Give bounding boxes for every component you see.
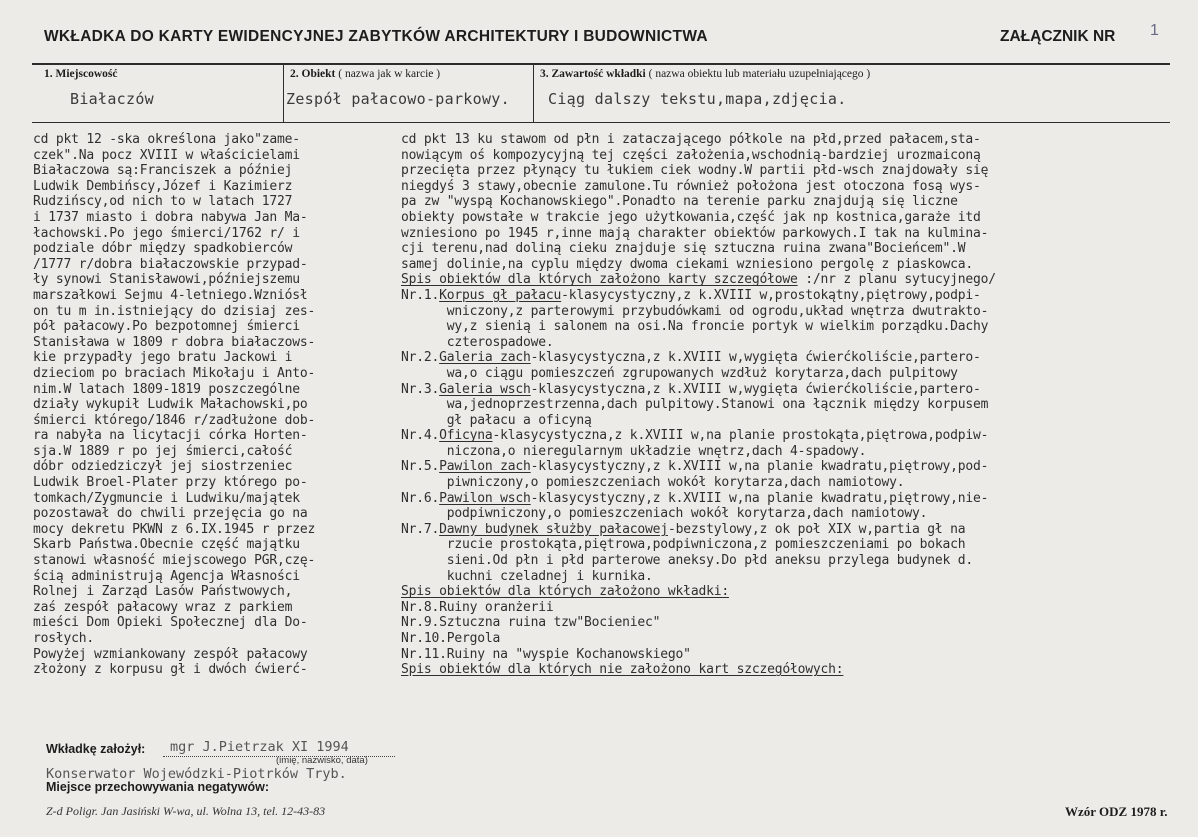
text-line: on tu m in.istniejący do dzisiaj zes- xyxy=(33,303,316,319)
text-line: obiekty powstałe w trakcie jego użytkowania,część jak np kostnica,garaże itd xyxy=(401,209,981,225)
text-line: Powyżej wzmiankowany zespół pałacowy xyxy=(33,646,308,662)
text-line xyxy=(401,584,996,600)
locality-value: Białaczów xyxy=(70,90,154,108)
text-line: łachowski.Po jego śmierci/1762 r/ i xyxy=(33,225,300,241)
text-line xyxy=(401,288,996,304)
text-line: Rudzińscy,od nich to w latach 1727 xyxy=(33,194,293,210)
text-line: samej dolinie,na cyplu między dwoma ciekami wzniesiono pergolę z piaskowca. xyxy=(401,256,973,272)
item-number: Nr.3. xyxy=(401,381,440,397)
object-value: Zespół pałacowo-parkowy. xyxy=(286,90,510,108)
text-line: przecięta przez płynący tu łukiem ciek wodny.W partii płd-wsch znajdowały się xyxy=(401,163,989,179)
text-line: ra nabyła na licytacji córka Horten- xyxy=(33,428,308,444)
underlined-heading: Spis obiektów dla których założono wkładki: xyxy=(401,584,729,600)
text-line xyxy=(401,522,996,538)
item-description: -klasycystyczny,z k.XVIII w,na planie kwadratu,piętrowy,nie- xyxy=(530,490,989,506)
history-text-column xyxy=(33,132,315,678)
text-line: Białaczowa są:Franciszek a później xyxy=(33,163,293,179)
text-line: nim.W latach 1809-1819 poszczególne xyxy=(33,381,300,397)
item-description: :/nr z planu sytucyjnego/ xyxy=(797,272,996,288)
locality-label: 1. Miejscowość xyxy=(44,68,118,80)
content-label: 3. Zawartość wkładki ( nazwa obiektu lub materiału uzupełniającego ) xyxy=(540,68,871,80)
item-number: Nr.7. xyxy=(401,521,440,537)
text-line: pa zw "wyspą Kochanowskiego".Ponadto na terenie parku znajdują się liczne xyxy=(401,194,958,210)
text-line: Nr.9.Sztuczna ruina tzw"Bocieniec" xyxy=(401,615,661,631)
text-line: zaś zespół pałacowy wraz z parkiem xyxy=(33,599,293,615)
text-line: wniczony,z parterowymi przybudówkami od ogrodu,układ wnętrza dwutrakto- xyxy=(401,303,989,319)
text-line: czterospadowe. xyxy=(401,334,554,350)
text-line: wa,o ciągu pomieszczeń zgrupowanych wzdłuż korytarza,dach pulpitowy xyxy=(401,365,958,381)
text-line: działy wykupił Ludwik Małachowski,po xyxy=(33,397,308,413)
text-line xyxy=(401,350,996,366)
text-line: tomkach/Zygmuncie i Ludwiku/majątek xyxy=(33,490,300,506)
fields-top-rule xyxy=(32,63,1170,65)
text-line: ścią administrują Agencja Własności xyxy=(33,568,300,584)
text-line: Nr.8.Ruiny oranżerii xyxy=(401,599,554,615)
text-line xyxy=(401,459,996,475)
item-number: Nr.2. xyxy=(401,350,440,366)
text-line: mieści Dom Opieki Społecznej dla Do- xyxy=(33,615,308,631)
text-line: sieni.Od płn i płd parterowe aneksy.Do płd aneksu przylega budynek d. xyxy=(401,553,973,569)
text-line: rosłych. xyxy=(33,631,95,646)
text-line: podziale dóbr między spadkobierców xyxy=(33,241,293,257)
content-value: Ciąg dalszy tekstu,mapa,zdjęcia. xyxy=(548,90,847,108)
underlined-heading: Korpus gł pałacu xyxy=(439,287,562,303)
text-line: piwniczony,o pomieszczeniach wokół korytarza,dach namiotowy. xyxy=(401,475,905,491)
item-description: -klasycystyczny,z k.XVIII w,na planie kwadratu,piętrowy,pod- xyxy=(530,459,989,475)
text-line: cji terenu,nad doliną cieku znajduje się sztuczna ruina zwana"Bocieńcem".W xyxy=(401,241,966,257)
text-line: śmierci którego/1846 r/zadłużone dob- xyxy=(33,412,316,428)
author-value: mgr J.Pietrzak XI 1994 xyxy=(170,739,349,755)
text-line: niczona,o nieregularnym układzie wnętrz,dach 4-spadowy. xyxy=(401,443,867,459)
fields-bottom-rule xyxy=(32,122,1170,123)
text-line xyxy=(401,382,996,398)
text-line: Skarb Państwa.Obecnie część majątku xyxy=(33,537,300,553)
text-line: pozostawał do chwili przejęcia go na xyxy=(33,506,308,522)
underlined-heading: Spis obiektów dla których nie założono kart szczegółowych: xyxy=(401,662,844,678)
text-line: kie przypadły jego bratu Jackowi i xyxy=(33,350,293,366)
underlined-heading: Galeria wsch xyxy=(439,381,531,397)
item-description: -klasycystyczny,z k.XVIII w,prostokątny,piętrowy,podpi- xyxy=(561,287,981,303)
text-line: gł pałacu a oficyną xyxy=(401,412,592,428)
underlined-heading: Galeria zach xyxy=(439,350,531,366)
form-title: WKŁADKA DO KARTY EWIDENCYJNEJ ZABYTKÓW ARCHITEKTURY I BUDOWNICTWA xyxy=(44,28,708,45)
item-description: -klasycystyczna,z k.XVIII w,na planie prostokąta,piętrowa,podpiw- xyxy=(492,428,989,444)
text-line: dóbr odziedziczył jej siostrzeniec xyxy=(33,459,293,475)
storage-value: Konserwator Wojewódzki-Piotrków Tryb. xyxy=(46,766,347,782)
item-description: -klasycystyczna,z k.XVIII w,wygięta ćwierćkoliście,partero- xyxy=(530,381,981,397)
text-line: niegdyś 3 stawy,obecnie zamulone.Tu również położona jest otoczona fosą wys- xyxy=(401,178,981,194)
text-line xyxy=(401,662,996,678)
attachment-label: ZAŁĄCZNIK NR xyxy=(1000,28,1116,45)
form-code: Wzór ODZ 1978 r. xyxy=(1065,804,1168,819)
text-line xyxy=(401,428,996,444)
text-line: złożony z korpusu gł i dwóch ćwierć- xyxy=(33,662,308,678)
text-line: i 1737 miasto i dobra nabywa Jan Ma- xyxy=(33,209,308,225)
printer-imprint: Z-d Poligr. Jan Jasiński W-wa, ul. Wolna 13, tel. 12-43-83 xyxy=(46,804,326,818)
description-text-column xyxy=(401,132,996,678)
item-number: Nr.1. xyxy=(401,287,440,303)
storage-label: Miejsce przechowywania negatywów: xyxy=(46,780,269,794)
text-line: czek".Na pocz XVIII w właścicielami xyxy=(33,147,300,163)
text-line: cd pkt 13 ku stawom od płn i zataczającego półkole na płd,przed pałacem,sta- xyxy=(401,132,981,147)
underlined-heading: Pawilon zach xyxy=(439,459,531,475)
text-line: sja.W 1889 r po jej śmierci,całość xyxy=(33,443,293,459)
item-description: -klasycystyczna,z k.XVIII w,wygięta ćwierćkoliście,partero- xyxy=(530,350,981,366)
text-line: mocy dekretu PKWN z 6.IX.1945 r przez xyxy=(33,521,316,537)
underlined-heading: Dawny budynek służby pałacowej xyxy=(439,521,668,537)
text-line: Rolnej i Zarząd Lasów Państwowych, xyxy=(33,584,293,600)
text-line: Ludwik Broel-Plater przy którego po- xyxy=(33,475,308,491)
text-line: rzucie prostokąta,piętrowa,podpiwniczona,z pomieszczeniami po bokach xyxy=(401,537,966,553)
text-line: kuchni czeladnej i kurnika. xyxy=(401,568,653,584)
text-line xyxy=(401,272,996,288)
text-line: nowiącym oś kompozycyjną tej części założenia,wschodnią-bardziej urozmaiconą xyxy=(401,147,981,163)
text-line: podpiwniczony,o pomieszczeniach wokół korytarza,dach namiotowy. xyxy=(401,506,928,522)
text-line: marszałkowi Sejmu 4-letniego.Wzniósł xyxy=(33,287,308,303)
attachment-number: 1 xyxy=(1150,22,1159,39)
text-line: Stanisława w 1809 r dobra białaczows- xyxy=(33,334,316,350)
item-number: Nr.5. xyxy=(401,459,440,475)
field-divider xyxy=(283,64,284,122)
item-number: Nr.6. xyxy=(401,490,440,506)
text-line: ły synowi Stanisławowi,późniejszemu xyxy=(33,272,300,288)
text-line: Nr.11.Ruiny na "wyspie Kochanowskiego" xyxy=(401,646,691,662)
underlined-heading: Oficyna xyxy=(439,428,493,444)
text-line: dzieciom po braciach Mikołaju i Anto- xyxy=(33,365,316,381)
underlined-heading: Pawilon wsch xyxy=(439,490,531,506)
underlined-heading: Spis obiektów dla których założono karty szczegółowe xyxy=(401,272,798,288)
text-line: wa,jednoprzestrzenna,dach pulpitowy.Stanowi ona łącznik między korpusem xyxy=(401,397,989,413)
object-label: 2. Obiekt ( nazwa jak w karcie ) xyxy=(290,68,441,80)
text-line: Ludwik Dembińscy,Józef i Kazimierz xyxy=(33,178,293,194)
text-line: /1777 r/dobra białaczowskie przypad- xyxy=(33,256,308,272)
text-line: wzniesiono po 1945 r,inne mają charakter obiektów parkowych.I tak na kulmina- xyxy=(401,225,989,241)
author-label: Wkładkę założył: xyxy=(46,742,146,756)
author-hint: (imię, nazwisko, data) xyxy=(276,755,368,766)
text-line: wy,z sienią i salonem na osi.Na froncie portyk w wielkim porządku.Dachy xyxy=(401,319,989,335)
item-number: Nr.4. xyxy=(401,428,440,444)
text-line: stanowi własność miejscowego PGR,czę- xyxy=(33,553,316,569)
text-line xyxy=(401,491,996,507)
field-divider xyxy=(533,64,534,122)
text-line: cd pkt 12 -ska określona jako"zame- xyxy=(33,132,300,147)
item-description: -bezstylowy,z ok poł XIX w,partia gł na xyxy=(667,521,966,537)
text-line: Nr.10.Pergola xyxy=(401,631,501,646)
text-line: pół pałacowy.Po bezpotomnej śmierci xyxy=(33,319,300,335)
